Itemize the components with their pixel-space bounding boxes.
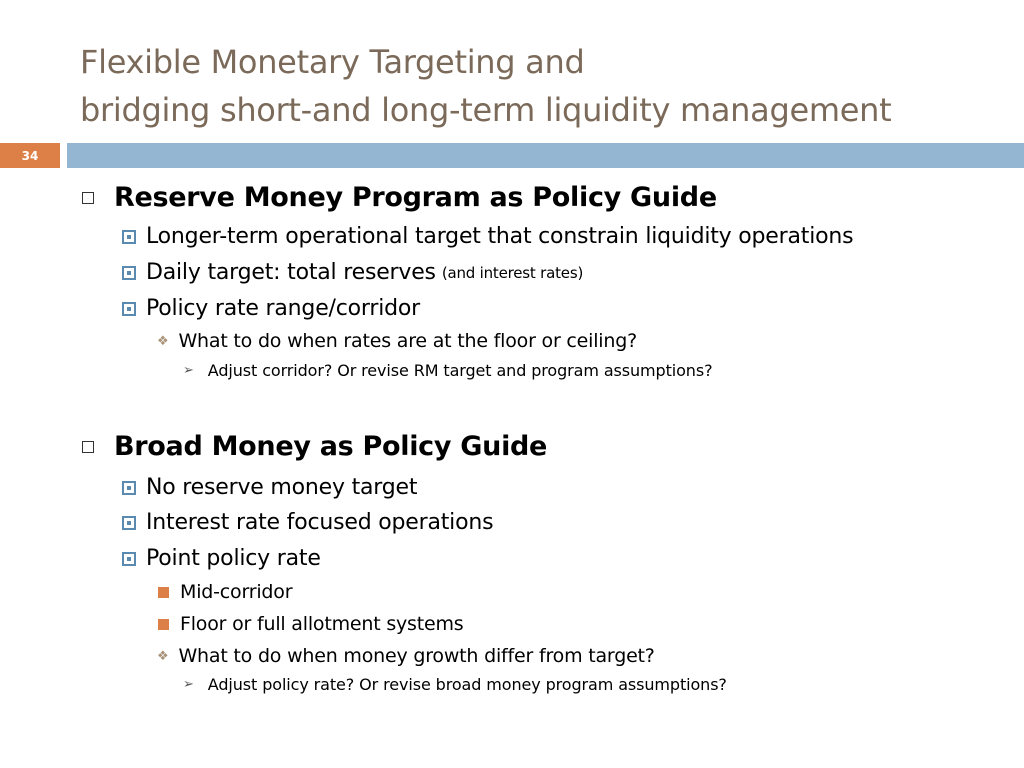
question-text: What to do when money growth differ from target? [178, 645, 655, 667]
answer-text: Adjust policy rate? Or revise broad money program assumptions? [207, 675, 727, 694]
diamond-bullet-icon: ❖ [157, 333, 169, 349]
section-heading-text: Reserve Money Program as Policy Guide [114, 182, 717, 213]
list-item-text: Policy rate range/corridor [146, 296, 420, 321]
answer-text: Adjust corridor? Or revise RM target and program assumptions? [207, 361, 713, 380]
solid-square-bullet-icon [158, 587, 169, 598]
section-heading-broad-money [82, 431, 547, 462]
list-item-text: Point policy rate [146, 546, 321, 571]
hollow-square-bullet-icon [82, 441, 94, 453]
section-heading-reserve-money [82, 182, 717, 213]
answer-item [183, 675, 727, 694]
sub-list-item [158, 613, 464, 635]
list-item-text: No reserve money target [146, 475, 418, 500]
solid-square-bullet-icon [158, 619, 169, 630]
answer-item [183, 361, 712, 380]
sub-list-item [158, 581, 292, 603]
list-item-note: (and interest rates) [441, 263, 584, 282]
list-item [122, 546, 321, 571]
framed-square-bullet-icon [122, 481, 136, 495]
title-line-1: Flexible Monetary Targeting and [80, 43, 585, 81]
slide-number-text: 34 [21, 148, 39, 163]
framed-square-bullet-icon [122, 516, 136, 530]
list-item [122, 260, 583, 285]
hollow-square-bullet-icon [82, 192, 94, 204]
list-item-text: Interest rate focused operations [146, 510, 494, 535]
list-item [122, 510, 493, 535]
sub-list-item-text: Floor or full allotment systems [180, 613, 464, 635]
list-item [122, 224, 853, 249]
diamond-bullet-icon: ❖ [157, 648, 169, 664]
list-item-text: Longer-term operational target that constrain liquidity operations [146, 224, 854, 249]
framed-square-bullet-icon [122, 552, 136, 566]
list-item [122, 296, 420, 321]
section-heading-text: Broad Money as Policy Guide [114, 431, 548, 462]
sub-list-item-text: Mid-corridor [180, 581, 293, 603]
question-text: What to do when rates are at the floor or ceiling? [178, 330, 637, 352]
arrow-bullet-icon: ➢ [183, 677, 194, 692]
framed-square-bullet-icon [122, 302, 136, 316]
framed-square-bullet-icon [122, 266, 136, 280]
list-item [122, 475, 417, 500]
question-item [157, 645, 655, 667]
title-line-2: bridging short-and long-term liquidity management [80, 91, 892, 129]
framed-square-bullet-icon [122, 230, 136, 244]
arrow-bullet-icon: ➢ [183, 363, 194, 378]
list-item-text: Daily target: total reserves [146, 260, 436, 285]
question-item [157, 330, 637, 352]
